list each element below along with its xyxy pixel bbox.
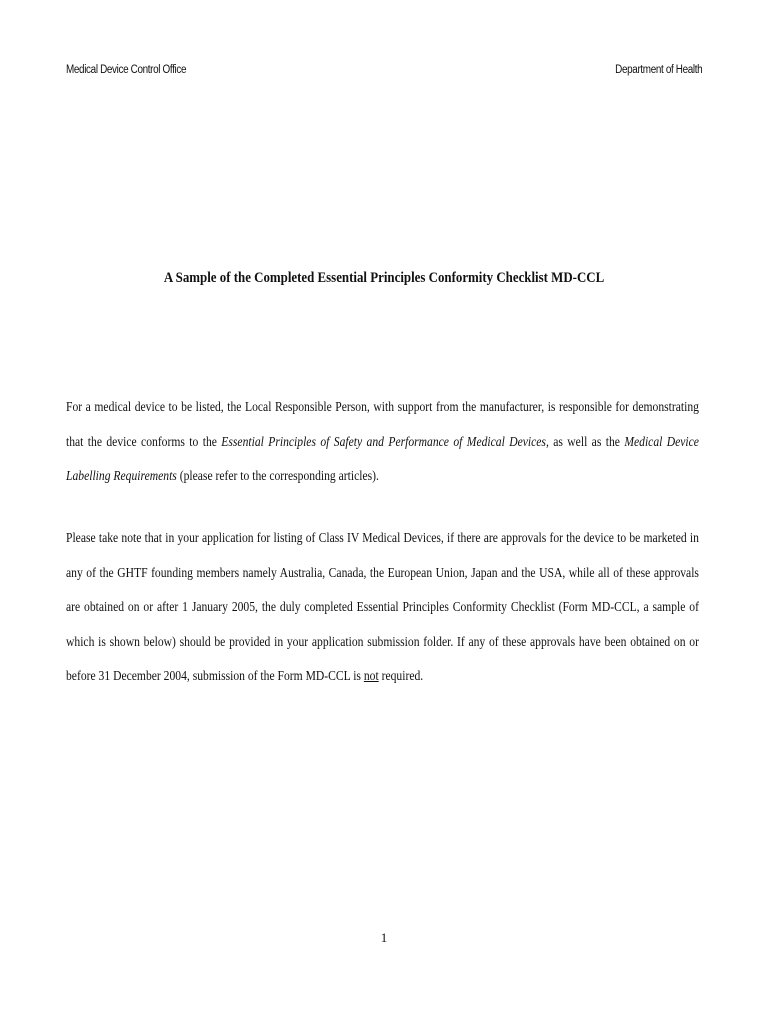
- not-emphasis: not: [363, 668, 379, 684]
- intro-text-2: , as well as the: [545, 433, 625, 449]
- class-iv-paragraph: [66, 521, 699, 694]
- document-title: [0, 270, 768, 287]
- page-number: 1: [380, 930, 388, 945]
- document-title-text: A Sample of the Completed Essential Principles Conformity Checklist MD-CCL: [163, 270, 605, 286]
- labelling-requirements-reference: Medical Device Labelling Requirements: [66, 433, 699, 484]
- class-iv-text-2: required.: [378, 668, 424, 684]
- intro-paragraph: [66, 390, 699, 494]
- intro-text-3: (please refer to the corresponding articles).: [176, 468, 379, 484]
- header-office: Medical Device Control Office: [66, 64, 187, 76]
- class-iv-text-1: Please take note that in your application for listing of Class IV Medical Devices, if there are approvals for the device to be marketed in any of the GHTF founding members namely Australia, Canada, the European Union, Japan and the USA, while all of these approvals are obtained on or after 1 January 2005, the duly completed Essential Principles Conformity Checklist (Form MD-CCL, a sample of which is shown below) should be provided in your application submission folder. If any of these approvals have been obtained on or before 31 December 2004, submission of the Form MD-CCL is: [66, 530, 699, 684]
- header-department: Department of Health: [614, 64, 702, 76]
- intro-text-1: For a medical device to be listed, the Local Responsible Person, with support from the manufacturer, is responsible for demonstrating that the device conforms to the: [66, 399, 699, 449]
- essential-principles-reference: Essential Principles of Safety and Performance of Medical Devices: [221, 433, 546, 449]
